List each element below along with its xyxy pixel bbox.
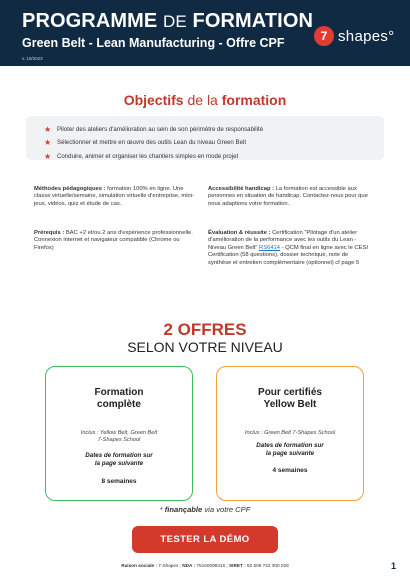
methodes-text: formation 100% en ligne. Une classe virtuelle/semaine, simulation virtuelle d'entreprise, mini-jeux, vidéos, quiz et étude de cas.: [34, 186, 194, 207]
title-part2: FORMATION: [192, 10, 314, 32]
cpf-suffix: via votre CPF: [202, 505, 251, 514]
prerequis-label: Prérequis :: [34, 230, 65, 236]
title-part1: PROGRAMME: [22, 10, 158, 32]
prerequis-text: BAC +2 et/ou 2 ans d'expérience professionnelle. Connexion internet et navigateur compatible (Chrome ou Firefox): [34, 230, 193, 251]
objective-text: Conduire, animer et organiser les chantiers simples en mode projet: [57, 152, 239, 160]
offer-inclus-line2: 7-Shapes School: [97, 437, 141, 443]
accessibilite-text: La formation est accessible aux personnes en situation de handicap. Contactez-nous pour que nous adaptions votre formation.: [208, 186, 368, 207]
siret-value: 82 509 722 300 028: [245, 563, 289, 568]
objective-text: Sélectionner et mettre en œuvre des outils Lean du niveau Green Belt: [57, 139, 247, 147]
evaluation-paragraph: [208, 230, 368, 267]
prerequis-paragraph: [34, 230, 194, 252]
title-connector: DE: [163, 12, 187, 31]
header-banner: [0, 0, 410, 66]
offer-title-line1: Formation: [94, 387, 144, 398]
offer-dates-line1: Dates de formation sur: [256, 442, 324, 449]
page-number: 1: [391, 561, 397, 571]
offer-inclus: [217, 430, 363, 437]
objective-item: [44, 139, 263, 147]
offer-dates-line2: la page suivante: [265, 449, 315, 457]
rs6414-link[interactable]: RS6414: [259, 244, 280, 251]
objective-item: [44, 153, 263, 161]
objective-text: Piloter des ateliers d'amélioration au sein de son périmètre de responsabilité: [57, 126, 264, 133]
methodes-paragraph: [34, 186, 194, 208]
offer-card-title: [46, 387, 192, 410]
test-demo-button[interactable]: TESTER LA DÉMO: [132, 526, 278, 553]
offer-dates-line2: la page suivante: [94, 459, 144, 467]
offers-title: 2 OFFRES: [163, 320, 247, 339]
offer-card-yellow-belt: [216, 366, 364, 501]
logo-word: shapes°: [338, 27, 395, 45]
cpf-prefix: *: [159, 505, 165, 514]
offer-dates: [217, 442, 363, 457]
raison-value: 7-Shapes ;: [156, 563, 183, 568]
objectives-list: [44, 126, 263, 166]
offer-card-complete: [45, 366, 193, 501]
offer-duration: 4 semaines: [272, 467, 308, 474]
offer-duration: 8 semaines: [101, 478, 137, 485]
accessibilite-label: Accessibilité handicap :: [208, 186, 275, 192]
offer-inclus-line1: Inclus : Yellow Belt, Green Belt: [80, 430, 158, 436]
version-label: v. 10/2023: [22, 56, 43, 61]
offer-title-line1: Pour certifiés: [258, 387, 322, 398]
objectives-title-part1: Objectifs: [123, 92, 184, 108]
offer-card-title: [217, 387, 363, 410]
evaluation-text-1: Certification "Pilotage d'un atelier d'amélioration de la performance avec les outils du Lean - Niveau Green Belt": [208, 230, 358, 251]
star-icon: ★: [44, 125, 52, 134]
evaluation-text-2: - QCM final en ligne avec le CESI Certification (58 questions), dossier technique, note de synthèse et entretien complémentaire (optionnel) cf page 5: [208, 244, 368, 266]
seven-shapes-logo: [314, 25, 394, 47]
offer-inclus-line1: Inclus : Green Belt 7-Shapes School: [244, 430, 336, 436]
objectives-title-connector: de la: [187, 92, 218, 108]
page-subtitle: Green Belt - Lean Manufacturing - Offre CPF: [22, 36, 285, 50]
star-icon: ★: [44, 138, 52, 148]
evaluation-label: Évaluation & réussite :: [208, 230, 271, 236]
nda-label: NDA :: [182, 563, 196, 568]
cpf-note: [0, 505, 410, 514]
objective-item: [44, 126, 263, 134]
page-title: [22, 10, 313, 33]
offer-inclus: [46, 430, 192, 444]
accessibilite-paragraph: [208, 186, 368, 208]
methodes-label: Méthodes pédagogiques :: [34, 186, 106, 192]
cpf-bold: finançable: [164, 505, 203, 514]
footer-legal: [0, 563, 410, 568]
offer-title-line2: Yellow Belt: [263, 398, 317, 410]
star-icon: ★: [44, 151, 52, 161]
offer-dates-line1: Dates de formation sur: [85, 452, 153, 459]
siret-label: SIRET :: [229, 563, 246, 568]
raison-label: Raison sociale :: [121, 563, 157, 568]
objectives-heading: [0, 92, 410, 108]
offers-subtitle: SELON VOTRE NIVEAU: [127, 339, 283, 355]
logo-number: 7: [314, 26, 334, 46]
nda-value: 75160098316 ;: [195, 563, 230, 568]
objectives-title-part2: formation: [221, 92, 287, 108]
offer-dates: [46, 452, 192, 467]
offer-title-line2: complète: [97, 398, 141, 410]
